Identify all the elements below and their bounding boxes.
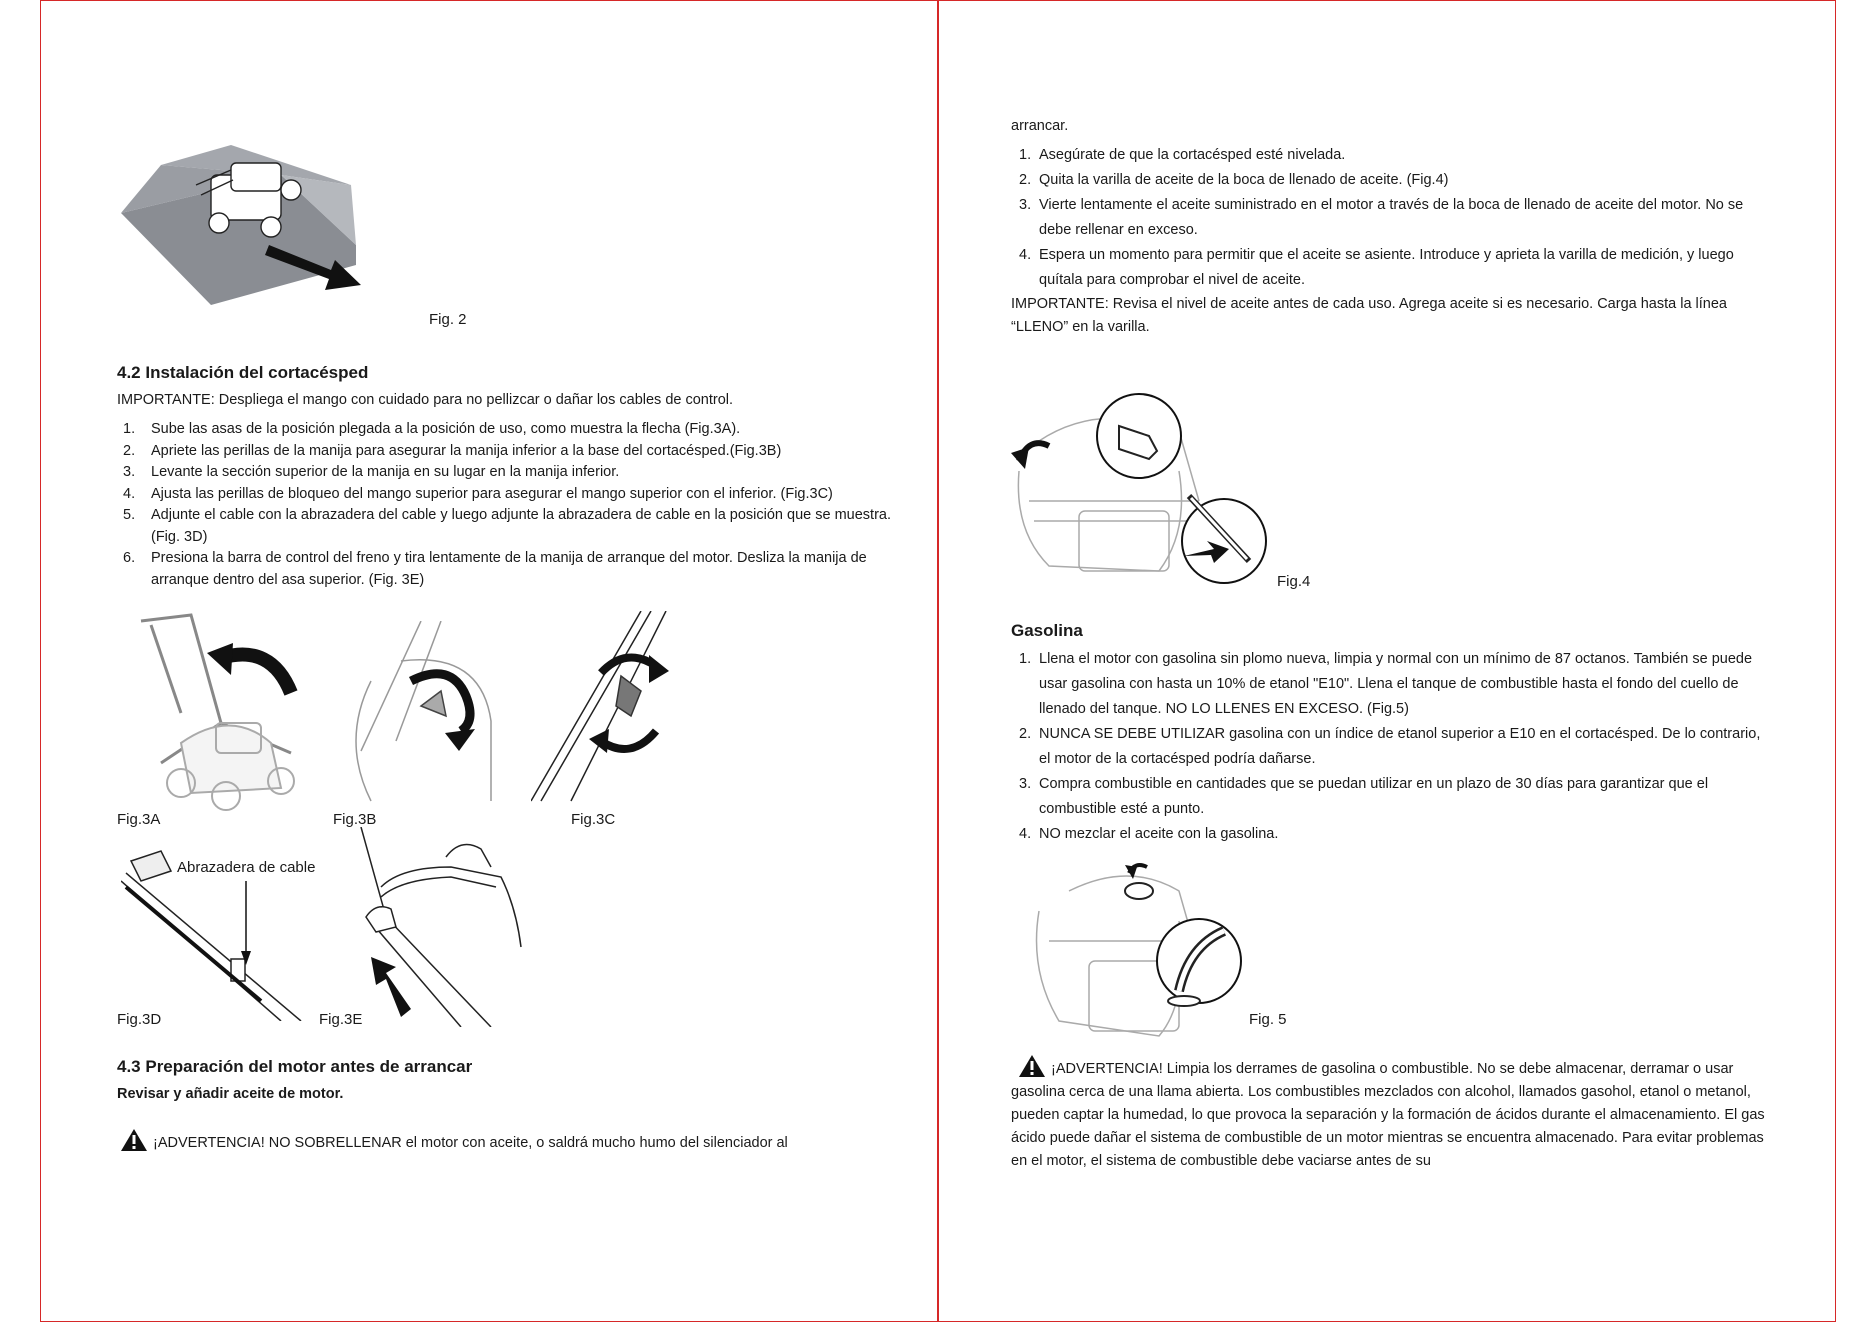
fig4-caption: Fig.4 — [1277, 573, 1311, 590]
list-item-text: Llena el motor con gasolina sin plomo nueva, limpia y normal con un mínimo de 87 octanos. También se puede usar gasolina con hasta un 10% de etanol "E10". Llena el tanque de combustible hasta el fondo del cuello de llenado del tanque. NO LO LLENES EN EXCESO. (Fig.5) — [1039, 651, 1753, 717]
install-step — [117, 441, 907, 463]
fig5-illustration — [1029, 861, 1259, 1041]
list-item-number: 1. — [123, 421, 136, 437]
gasoline-step — [1011, 822, 1771, 847]
list-item-text: Adjunte el cable con la abrazadera del cable y luego adjunte la abrazadera de cable en la posición que se muestra. (Fig. 3D) — [151, 507, 891, 545]
fig3e-caption: Fig.3E — [319, 1011, 363, 1028]
section-42-title: 4.2 Instalación del cortacésped — [117, 363, 369, 382]
list-item-number: 1. — [1019, 147, 1032, 163]
list-item-number: 4. — [1019, 247, 1032, 263]
continuation-text: arrancar. — [1011, 118, 1069, 134]
fig3b-caption: Fig.3B — [333, 811, 377, 828]
list-item-text: NUNCA SE DEBE UTILIZAR gasolina con un índice de etanol superior a E10 en el cortacésped. De lo contrario, el motor de la cortacésped podría dañarse. — [1039, 726, 1761, 767]
gasoline-title: Gasolina — [1011, 621, 1083, 640]
warning-left-prefix: ¡ADVERTENCIA! NO SOBRELLENAR — [153, 1135, 402, 1151]
list-item-number: 4. — [123, 485, 136, 502]
oil-step — [1011, 143, 1771, 168]
list-item-number: 6. — [123, 550, 136, 566]
fig3c-caption: Fig.3C — [571, 811, 616, 828]
list-item-number: 1. — [1019, 651, 1032, 667]
warning-left-text: el motor con aceite, o saldrá mucho humo del silenciador al — [401, 1135, 788, 1151]
install-step — [117, 484, 907, 506]
list-item-text: Compra combustible en cantidades que se puedan utilizar en un plazo de 30 días para garantizar que el combustible esté a punto. — [1039, 776, 1709, 817]
section-42-important: IMPORTANTE: Despliega el mango con cuidado para no pellizcar o dañar los cables de control. — [117, 392, 734, 408]
list-item-text: Levante la sección superior de la manija en su lugar en la manija inferior. — [151, 464, 620, 480]
section-43-title: 4.3 Preparación del motor antes de arrancar — [117, 1057, 473, 1076]
fig3a-caption: Fig.3A — [117, 811, 161, 828]
list-item-text: Asegúrate de que la cortacésped esté nivelada. — [1039, 147, 1346, 163]
gasoline-steps — [1011, 647, 1771, 847]
list-item-text: Apriete las perillas de la manija para asegurar la manija inferior a la base del cortacésped.(Fig.3B) — [151, 442, 782, 459]
list-item-text: Ajusta las perillas de bloqueo del mango superior para asegurar el mango superior con el inferior. (Fig.3C) — [151, 485, 833, 502]
list-item-text: NO mezclar el aceite con la gasolina. — [1039, 826, 1279, 842]
section-42-steps — [117, 419, 907, 591]
oil-steps — [1011, 143, 1771, 293]
oil-step — [1011, 168, 1771, 193]
oil-important: IMPORTANTE: Revisa el nivel de aceite antes de cada uso. Agrega aceite si es necesario. Carga hasta la línea “LLENO” en la varilla. — [1011, 296, 1727, 335]
left-page — [40, 0, 938, 1322]
install-step — [117, 462, 907, 484]
oil-step — [1011, 243, 1771, 293]
list-item-text: Vierte lentamente el aceite suministrado en el motor a través de la boca de llenado de aceite del motor. No se debe rellenar en exceso. — [1039, 197, 1744, 238]
fig3c-illustration — [531, 611, 701, 811]
install-step — [117, 548, 907, 591]
list-item-number: 5. — [123, 507, 136, 523]
cable-clamp-label: Abrazadera de cable — [177, 859, 316, 876]
fig4-illustration — [1009, 381, 1269, 601]
list-item-number: 2. — [1019, 172, 1032, 188]
list-item-text: Quita la varilla de aceite de la boca de llenado de aceite. (Fig.4) — [1039, 172, 1449, 188]
fig3e-illustration — [341, 827, 541, 1027]
fig3d-caption: Fig.3D — [117, 1011, 162, 1028]
install-step — [117, 419, 907, 441]
warning-left — [121, 1129, 921, 1154]
gasoline-step — [1011, 772, 1771, 822]
list-item-text: Sube las asas de la posición plegada a la posición de uso, como muestra la flecha (Fig.3A). — [151, 421, 741, 437]
list-item-text: Espera un momento para permitir que el aceite se asiente. Introduce y aprieta la varilla de medición, y luego quítala para comprobar el nivel de aceite. — [1039, 247, 1734, 288]
list-item-number: 2. — [1019, 726, 1032, 742]
oil-step — [1011, 193, 1771, 243]
list-item-number: 3. — [123, 464, 136, 480]
warning-icon — [1019, 1055, 1045, 1077]
fig5-caption: Fig. 5 — [1249, 1011, 1287, 1028]
warning-right — [1011, 1055, 1781, 1173]
list-item-number: 3. — [1019, 776, 1032, 792]
fig2-caption: Fig. 2 — [429, 311, 467, 328]
fig2-illustration — [121, 145, 411, 325]
section-43-subtitle: Revisar y añadir aceite de motor. — [117, 1086, 344, 1102]
list-item-text: Presiona la barra de control del freno y tira lentamente de la manija de arranque del motor. Desliza la manija de arranque dentro del asa superior. (Fig. 3E) — [151, 550, 867, 588]
gasoline-step — [1011, 647, 1771, 722]
list-item-number: 3. — [1019, 197, 1032, 213]
warning-right-text: ¡ADVERTENCIA! Limpia los derrames de gasolina o combustible. No se debe almacenar, derramar o usar gasolina cerca de una llama abierta. Los combustibles mezclados con alcohol, llamados gasohol, etanol o metanol, pueden captar la humedad, lo que provoca la separación y la formación de ácidos durante el almacenamiento. El gas ácido puede dañar el sistema de combustible de un motor mientras se encuentra almacenado. Para evitar problemas en el motor, el sistema de combustible debe vaciarse antes de su — [1011, 1061, 1765, 1169]
install-step — [117, 505, 907, 548]
right-page — [938, 0, 1836, 1322]
fig3a-illustration — [121, 613, 311, 813]
fig3b-illustration — [341, 621, 521, 811]
gasoline-step — [1011, 722, 1771, 772]
list-item-number: 2. — [123, 442, 136, 459]
warning-icon — [121, 1129, 147, 1151]
list-item-number: 4. — [1019, 826, 1032, 842]
